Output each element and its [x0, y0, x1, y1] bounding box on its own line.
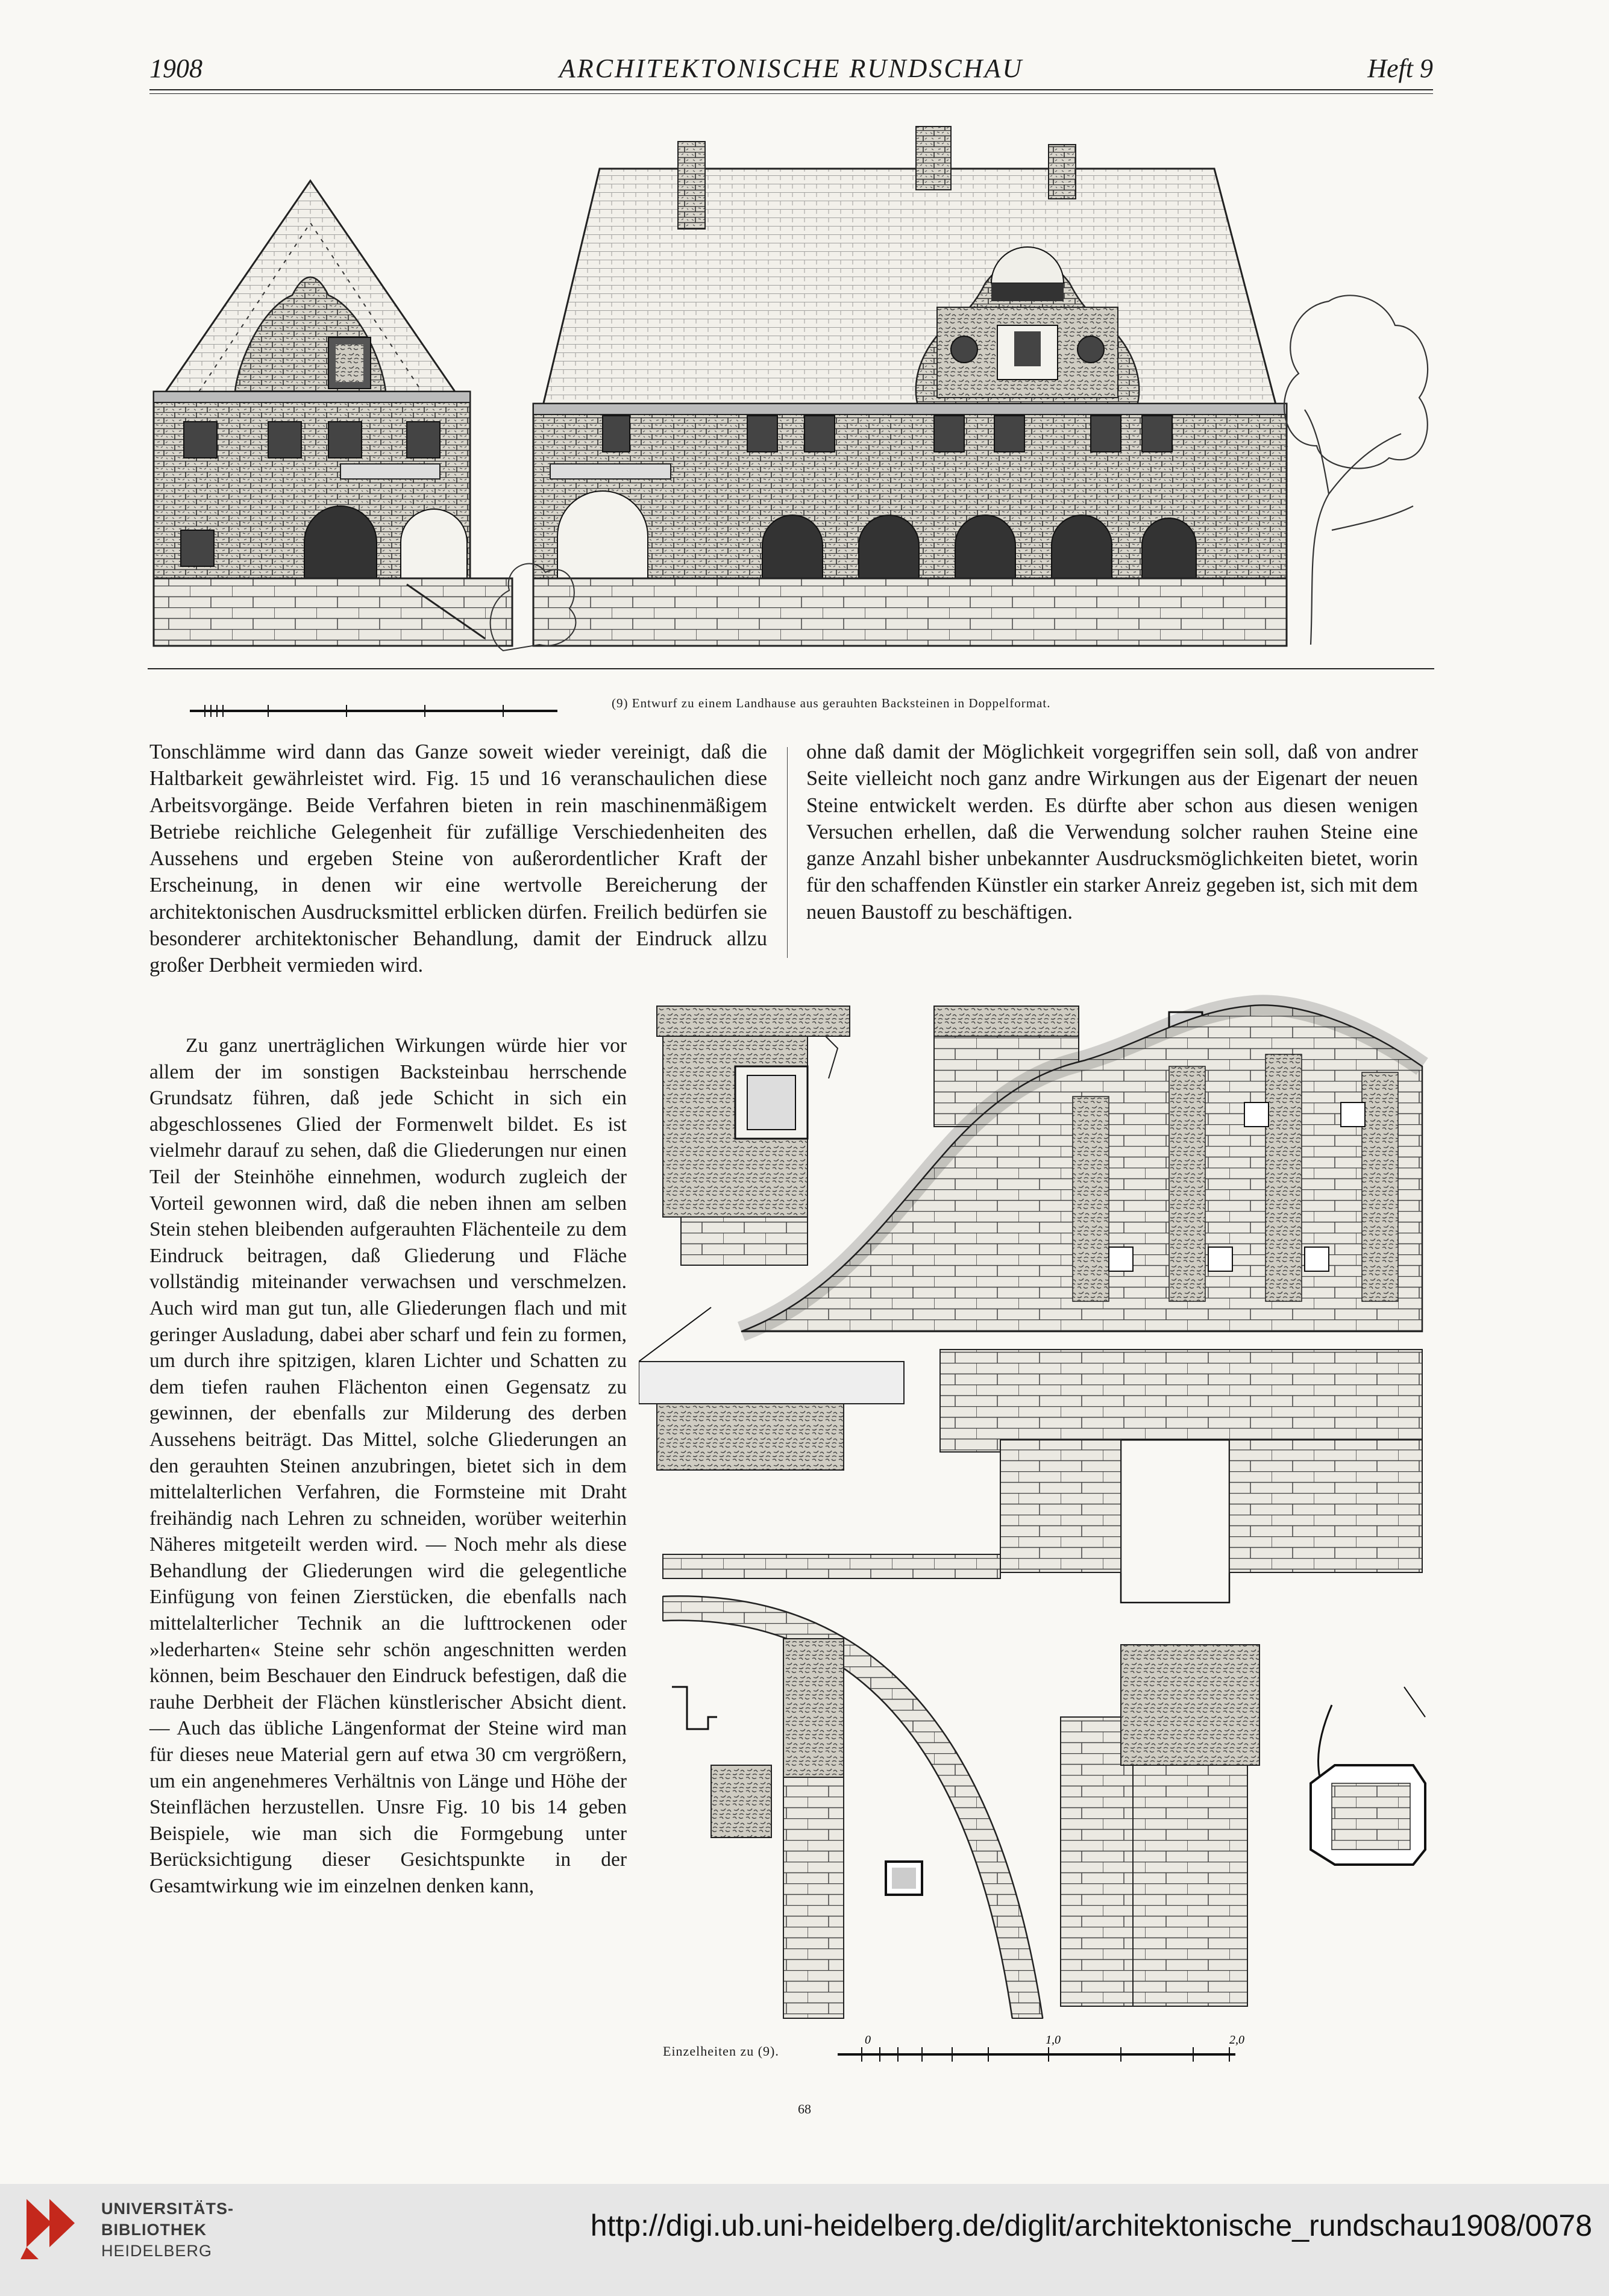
paragraph-1: Tonschlämme wird dann das Ganze soweit wieder vereinigt, daß die Haltbarkeit gewährleistet wird. Fig. 15 und 16 veranschaulichen diese Arbeitsvorgänge. Beide Verfahren bieten in rein maschinenmäßigem Betriebe reichliche Gelegenheit für zufällige Verschiedenheiten des Aussehens und ergeben Steine von außerordentlicher Kraft der Erscheinung, in denen wir eine wertvolle Bereicherung der architektonischen Ausdrucksmittel erblicken dürfen. Freilich bedürfen sie besonderer architektonischer Behandlung, damit der Eindruck allzu großer Derbheit vermieden wird. [149, 740, 767, 977]
right-elevation-drawing [491, 127, 1428, 651]
library-name [101, 2198, 234, 2262]
arch-detail [663, 1554, 1169, 2018]
header-journal-title: ARCHITEKTONISCHE RUNDSCHAU [559, 54, 1024, 83]
house-elevation-figure [148, 108, 1434, 726]
figure-9-caption: (9) Entwurf zu einem Landhause aus gerauhten Backsteinen in Doppelformat. [612, 696, 1051, 710]
left-column-lower [149, 1033, 627, 1900]
scale-label-0: 0 [865, 2033, 871, 2047]
university-library-logo-icon [14, 2193, 87, 2265]
source-url-link[interactable]: http://digi.ub.uni-heidelberg.de/diglit/architektonische_rundschau1908/0078 [590, 2209, 1592, 2242]
right-column [806, 739, 1418, 925]
scale-label-2: 2,0 [1229, 2033, 1244, 2047]
header-year: 1908 [149, 54, 202, 83]
scale-bar-details [838, 2033, 1244, 2062]
running-head [149, 53, 1433, 89]
pier-detail [1121, 1645, 1425, 2006]
page-number: 68 [798, 2101, 811, 2116]
library-name-line-3: HEIDELBERG [101, 2242, 213, 2260]
paragraph-2: Zu ganz unerträglichen Wirkungen würde hier vor allem der im sonstigen Backsteinbau herrschende Grundsatz führen, daß jede Schicht in sich ein abgeschlossenes Glied der Formenwelt bildet. Es ist vielmehr darauf zu sehen, daß die Gliederungen nur einen Teil der Steinhöhe einnehmen, wodurch zugleich der Vorteil gewonnen wird, daß die neben ihnen am selben Stein stehen bleibenden aufgerauhten Flächenteile zu dem Eindruck beitragen, daß Gliederung und Fläche vollständig miteinander verwachsen und verschmelzen. Auch wird man gut tun, alle Gliederungen flach und mit geringer Ausladung, dabei aber scharf und fein zu formen, um durch ihre spitzigen, klaren Lichter und Schatten zu dem tiefen rauhen Flächenton einen Gegensatz zu gewinnen, der ebenfalls zur Milderung des derben Aussehens beiträgt. Das Mittel, solche Gliederungen an den gerauhten Steinen anzubringen, bietet sich in dem mittelalterlichen Verfahren, die Formsteine mit Draht freihändig nach Lehren zu schneiden, worüber weiterhin Näheres mitgeteilt werden wird. — Noch mehr als diese Behandlung der Gliederungen wird die gelegentliche Einfügung von feinen Zierstücken, die ebenfalls nach mittelalterlicher Technik an die lufttrockenen oder »lederharten« Steine sehr schön angeschnitten werden können, beim Beschauer den Eindruck befestigen, daß die rauhe Derbheit der Flächen künstlerischer Absicht dient. — Auch das übliche Längenformat der Steine wird man für dieses neue Material gern auf etwa 30 cm vergrößern, um ein angenehmeres Verhältnis von Länge und Höhe der Steinflächen herzustellen. Unsre Fig. 10 bis 14 geben Beispiele, wie man sich die Formgebung unter Berücksichtigung dieser Gesichtspunkte in der Gesamtwirkung wie im einzelnen denken kann, [149, 1034, 627, 1897]
left-column-upper [149, 739, 767, 979]
left-elevation-drawing [152, 181, 512, 646]
header-rule [149, 89, 1433, 90]
paragraph-right: ohne daß damit der Möglichkeit vorgegriffen sein soll, daß von andrer Seite vielleicht noch ganz andre Wirkungen aus der Eigenart der neuen Steine entwickelt werden. Es dürfte aber schon aus diesen wenigen Versuchen erhellen, daß die Verwendung solcher rauhen Steine eine ganze Anzahl bisher unbekannter Ausdrucksmöglichkeiten bietet, worin für den schaffenden Künstler ein starker Anreiz gegeben ist, sich mit dem neuen Baustoff zu beschäftigen. [806, 740, 1418, 924]
header-issue: Heft 9 [1367, 54, 1433, 83]
library-footer [0, 2184, 1609, 2296]
scale-label-1: 1,0 [1046, 2033, 1061, 2047]
column-rule [787, 747, 788, 958]
detail-drawings-figure [639, 994, 1434, 2072]
library-name-line-1: UNIVERSITÄTS- [101, 2200, 234, 2218]
scale-bar-top [190, 705, 557, 717]
window-detail [657, 1006, 850, 1265]
details-caption: Einzelheiten zu (9). [663, 2044, 779, 2059]
library-name-line-2: BIBLIOTHEK [101, 2221, 207, 2239]
header-rule-thin [149, 93, 1433, 94]
